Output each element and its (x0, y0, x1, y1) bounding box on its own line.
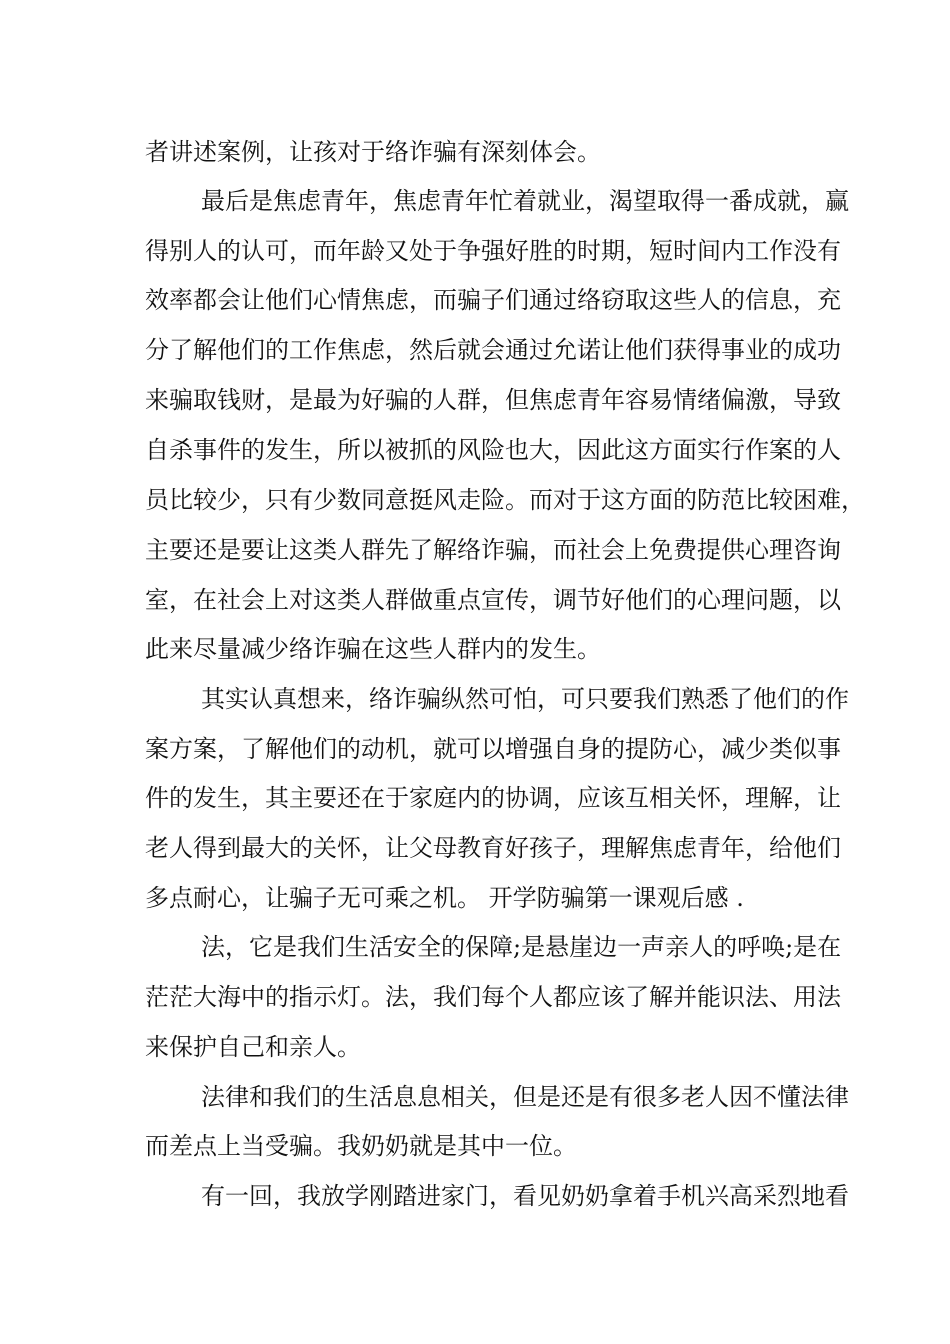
text-line: 员比较少，只有少数同意挺风走险。而对于这方面的防范比较困难， (145, 486, 865, 514)
text-line: 效率都会让他们心情焦虑，而骗子们通过络窃取这些人的信息，充 (145, 286, 841, 314)
paragraph-start-line: 有一回，我放学刚踏进家门，看见奶奶拿着手机兴高采烈地看 (201, 1182, 849, 1210)
text-line: 案方案，了解他们的动机，就可以增强自身的提防心，减少类似事 (145, 735, 841, 763)
text-line: 得别人的认可，而年龄又处于争强好胜的时期，短时间内工作没有 (145, 237, 841, 265)
paragraph-start-line: 法，它是我们生活安全的保障;是悬崖边一声亲人的呼唤;是在 (201, 933, 842, 961)
text-line: 者讲述案例，让孩对于络诈骗有深刻体会。 (145, 138, 601, 166)
text-line: 而差点上当受骗。我奶奶就是其中一位。 (145, 1132, 577, 1160)
paragraph-start-line: 其实认真想来，络诈骗纵然可怕，可只要我们熟悉了他们的作 (201, 685, 849, 713)
paragraph-start-line: 法律和我们的生活息息相关，但是还是有很多老人因不懂法律 (201, 1083, 849, 1111)
text-line: 自杀事件的发生，所以被抓的风险也大，因此这方面实行作案的人 (145, 436, 841, 464)
text-line: 分了解他们的工作焦虑，然后就会通过允诺让他们获得事业的成功 (145, 336, 841, 364)
text-line: 来骗取钱财，是最为好骗的人群，但焦虑青年容易情绪偏激，导致 (145, 386, 841, 414)
text-line: 件的发生，其主要还在于家庭内的协调，应该互相关怀，理解，让 (145, 784, 841, 812)
text-line: 多点耐心，让骗子无可乘之机。 开学防骗第一课观后感 . (145, 884, 744, 912)
text-line: 茫茫大海中的指示灯。法，我们每个人都应该了解并能识法、用法 (145, 983, 841, 1011)
text-line: 主要还是要让这类人群先了解络诈骗，而社会上免费提供心理咨询 (145, 536, 841, 564)
paragraph-start-line: 最后是焦虑青年，焦虑青年忙着就业，渴望取得一番成就，赢 (201, 187, 849, 215)
text-line: 老人得到最大的关怀，让父母教育好孩子，理解焦虑青年，给他们 (145, 834, 841, 862)
text-line: 室，在社会上对这类人群做重点宣传，调节好他们的心理问题，以 (145, 586, 841, 614)
text-line: 来保护自己和亲人。 (145, 1033, 361, 1061)
text-line: 此来尽量减少络诈骗在这些人群内的发生。 (145, 635, 601, 663)
